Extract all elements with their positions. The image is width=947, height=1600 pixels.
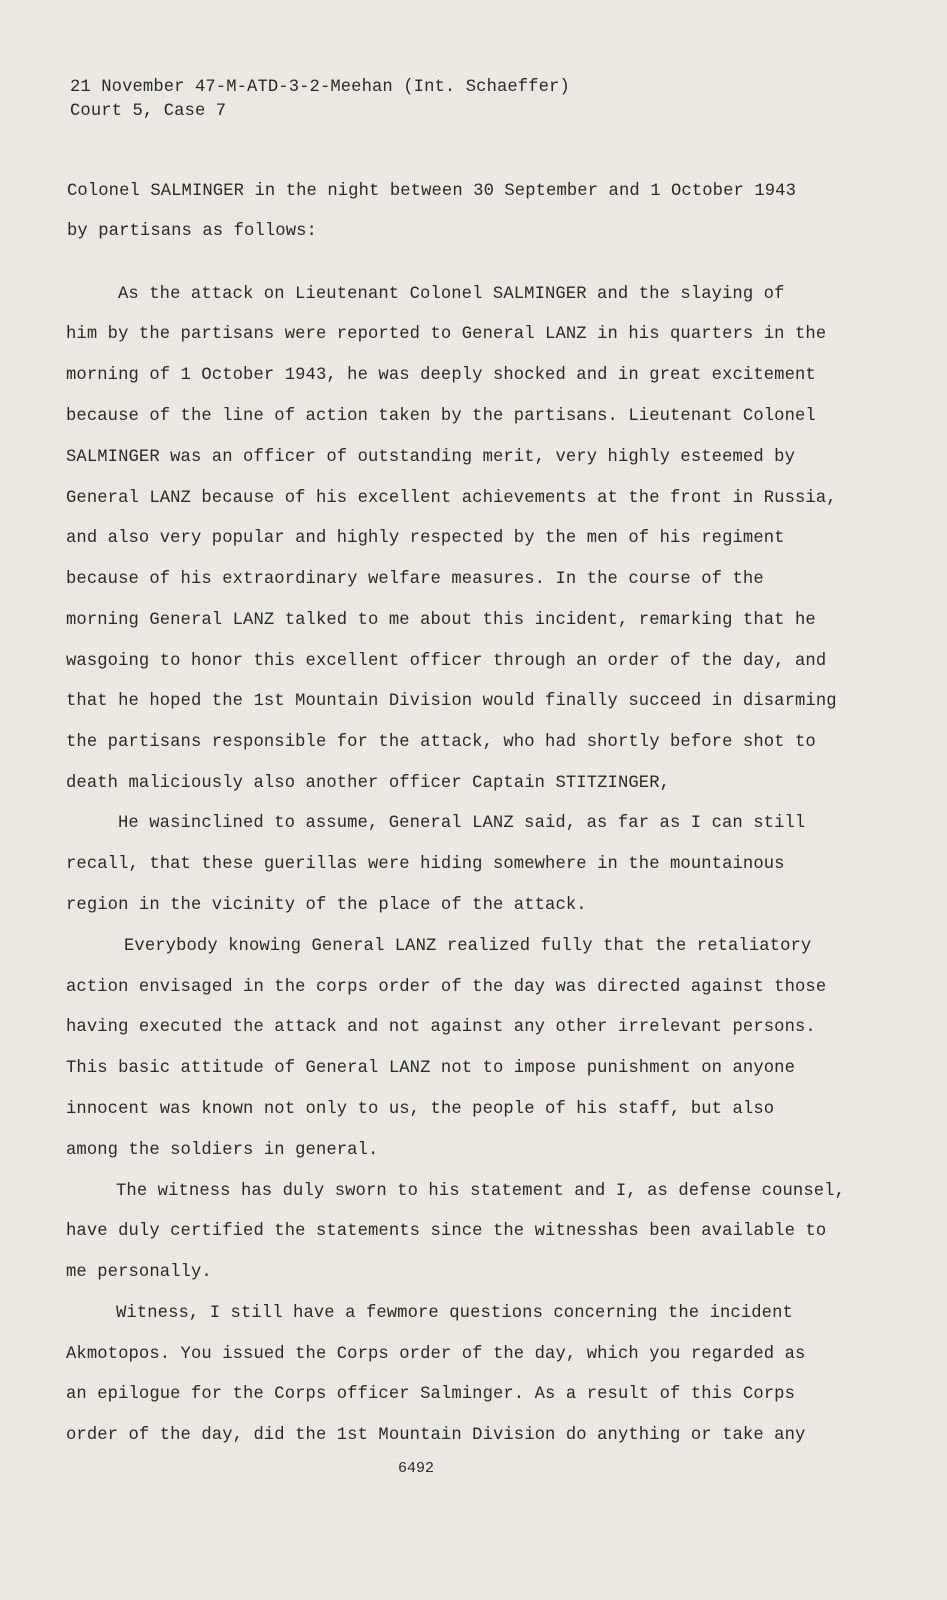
body-line: among the soldiers in general. <box>66 1141 379 1160</box>
body-line: Akmotopos. You issued the Corps order of the day, which you regarded as <box>66 1345 806 1364</box>
body-line: the partisans responsible for the attack, who had shortly before shot to <box>66 733 816 752</box>
body-line: an epilogue for the Corps officer Salminger. As a result of this Corps <box>66 1385 795 1404</box>
body-line: The witness has duly sworn to his statement and I, as defense counsel, <box>116 1182 845 1201</box>
body-line: me personally. <box>66 1263 212 1282</box>
body-line: Witness, I still have a fewmore questions concerning the incident <box>116 1304 793 1323</box>
body-line: because of his extraordinary welfare measures. In the course of the <box>66 570 764 589</box>
body-line: because of the line of action taken by the partisans. Lieutenant Colonel <box>66 407 816 426</box>
body-line: Colonel SALMINGER in the night between 30 September and 1 October 1943 <box>67 182 796 201</box>
body-line: Everybody knowing General LANZ realized fully that the retaliatory <box>124 937 812 956</box>
header-line-2: Court 5, Case 7 <box>70 102 227 121</box>
body-line: SALMINGER was an officer of outstanding merit, very highly esteemed by <box>66 448 795 467</box>
body-line: This basic attitude of General LANZ not to impose punishment on anyone <box>66 1059 795 1078</box>
page-number: 6492 <box>398 1460 435 1477</box>
body-line: having executed the attack and not against any other irrelevant persons. <box>66 1018 816 1037</box>
body-line: wasgoing to honor this excellent officer through an order of the day, and <box>66 652 827 671</box>
body-line: recall, that these guerillas were hiding somewhere in the mountainous <box>66 855 785 874</box>
body-line: that he hoped the 1st Mountain Division would finally succeed in disarming <box>66 692 837 711</box>
body-line: death maliciously also another officer Captain STITZINGER, <box>66 774 671 793</box>
body-line: him by the partisans were reported to General LANZ in his quarters in the <box>66 325 827 344</box>
body-line: have duly certified the statements since the witnesshas been available to <box>66 1222 827 1241</box>
body-line: morning of 1 October 1943, he was deeply shocked and in great excitement <box>66 366 816 385</box>
body-line: action envisaged in the corps order of the day was directed against those <box>66 978 827 997</box>
body-line: innocent was known not only to us, the people of his staff, but also <box>66 1100 775 1119</box>
body-line: by partisans as follows: <box>67 222 317 241</box>
body-line: morning General LANZ talked to me about this incident, remarking that he <box>66 611 816 630</box>
body-line: As the attack on Lieutenant Colonel SALMINGER and the slaying of <box>118 285 785 304</box>
header-line-1: 21 November 47-M-ATD-3-2-Meehan (Int. Schaeffer) <box>70 78 570 97</box>
body-line: General LANZ because of his excellent achievements at the front in Russia, <box>66 489 837 508</box>
body-line: and also very popular and highly respected by the men of his regiment <box>66 529 785 548</box>
body-line: He wasinclined to assume, General LANZ said, as far as I can still <box>118 814 806 833</box>
body-line: order of the day, did the 1st Mountain Division do anything or take any <box>66 1426 806 1445</box>
body-line: region in the vicinity of the place of the attack. <box>66 896 587 915</box>
